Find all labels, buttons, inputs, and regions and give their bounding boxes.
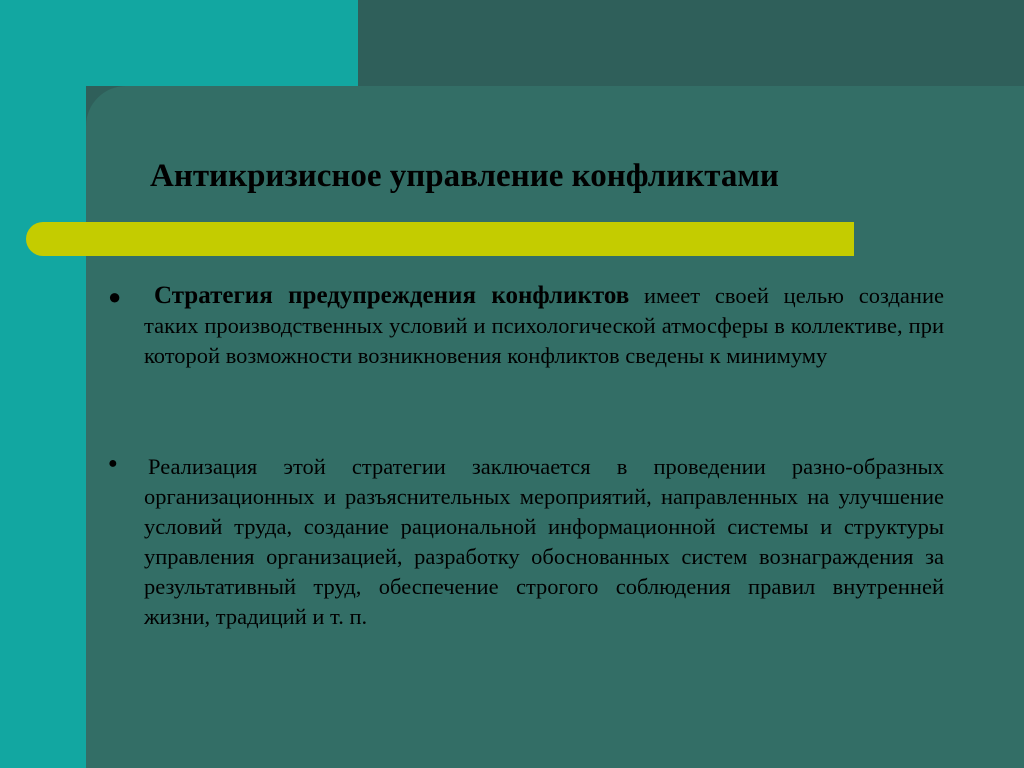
bullet-item-1 xyxy=(144,281,944,371)
bullet-icon: ● xyxy=(108,284,122,309)
slide-title: Антикризисное управление конфликтами xyxy=(150,158,779,194)
bullet-item-2 xyxy=(144,452,944,632)
bullet-item-1-text: имеет своей целью создание таких производственных условий и психологической атмосферы в коллективе, при которой возможности возникновения конфликтов сведены к минимуму xyxy=(144,283,944,368)
teal-left-strip xyxy=(0,86,86,768)
teal-accent-block xyxy=(0,0,358,86)
bullet-item-2-text: Реализация этой стратегии заключается в проведении разно-образных организационных и разъяснительных мероприятий, направленных на улучшение условий труда, создание рациональной информационной системы и структуры управления организацией, разработку обоснованных систем вознаграждения за результативный труд, обеспечение строгого соблюдения правил внутренней жизни, традиций и т. п. xyxy=(144,454,944,629)
title-underline-bar xyxy=(26,222,854,256)
bullet-item-1-lead: Стратегия предупреждения конфликтов xyxy=(154,282,630,309)
bullet-icon: ● xyxy=(108,455,118,472)
